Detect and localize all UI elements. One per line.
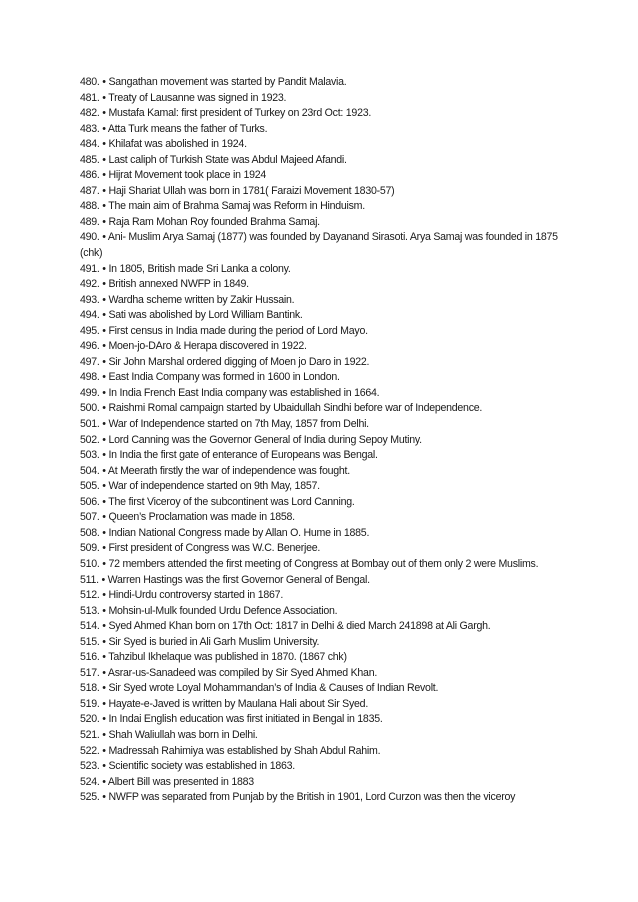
list-item: 501. • War of Independence started on 7th May, 1857 from Delhi. bbox=[80, 418, 369, 431]
list-item: 495. • First census in India made during the period of Lord Mayo. bbox=[80, 324, 368, 337]
list-item: 524. • Albert Bill was presented in 1883 bbox=[80, 775, 254, 788]
list-item: 494. • Sati was abolished by Lord William Bantink. bbox=[80, 309, 303, 322]
list-item: 496. • Moen-jo-DAro & Herapa discovered in 1922. bbox=[80, 340, 307, 353]
list-item: 491. • In 1805, British made Sri Lanka a colony. bbox=[80, 262, 291, 275]
list-item: 499. • In India French East India company was established in 1664. bbox=[80, 386, 380, 399]
list-item: 515. • Sir Syed is buried in Ali Garh Muslim University. bbox=[80, 635, 320, 648]
list-item: 520. • In Indai English education was first initiated in Bengal in 1835. bbox=[80, 713, 383, 726]
list-item: 485. • Last caliph of Turkish State was Abdul Majeed Afandi. bbox=[80, 153, 347, 166]
list-item: 506. • The first Viceroy of the subcontinent was Lord Canning. bbox=[80, 495, 355, 508]
list-item: 492. • British annexed NWFP in 1849. bbox=[80, 278, 249, 291]
list-item: 483. • Atta Turk means the father of Turks. bbox=[80, 122, 268, 135]
list-item: 503. • In India the first gate of enterance of Europeans was Bengal. bbox=[80, 449, 378, 462]
list-item: 516. • Tahzibul Ikhelaque was published in 1870. (1867 chk) bbox=[80, 651, 347, 664]
list-item: 514. • Syed Ahmed Khan born on 17th Oct: 1817 in Delhi & died March 241898 at Ali Gargh. bbox=[80, 620, 491, 633]
list-item: 512. • Hindi-Urdu controversy started in 1867. bbox=[80, 589, 284, 602]
list-item: 521. • Shah Waliullah was born in Delhi. bbox=[80, 728, 258, 741]
list-item: 523. • Scientific society was established in 1863. bbox=[80, 760, 295, 773]
list-item: 486. • Hijrat Movement took place in 1924 bbox=[80, 169, 267, 182]
list-item: 505. • War of independence started on 9th May, 1857. bbox=[80, 480, 320, 493]
list-item: 510. • 72 members attended the first meeting of Congress at Bombay out of them only 2 were Muslims. bbox=[80, 557, 539, 570]
document-body bbox=[80, 75, 560, 806]
list-item: 493. • Wardha scheme written by Zakir Hussain. bbox=[80, 293, 295, 306]
list-item: 482. • Mustafa Kamal: first president of Turkey on 23rd Oct: 1923. bbox=[80, 107, 372, 120]
list-item: 489. • Raja Ram Mohan Roy founded Brahma Samaj. bbox=[80, 215, 320, 228]
list-item: 490. • Ani- Muslim Arya Samaj (1877) was founded by Dayanand Sirasoti. Arya Samaj was founded in 1875 (chk) bbox=[80, 231, 558, 260]
list-item: 497. • Sir John Marshal ordered digging of Moen jo Daro in 1922. bbox=[80, 355, 370, 368]
list-item: 509. • First president of Congress was W.C. Benerjee. bbox=[80, 542, 321, 555]
list-item: 518. • Sir Syed wrote Loyal Mohammandan’s of India & Causes of Indian Revolt. bbox=[80, 682, 439, 695]
list-item: 517. • Asrar-us-Sanadeed was compiled by Sir Syed Ahmed Khan. bbox=[80, 666, 378, 679]
list-item: 519. • Hayate-e-Javed is written by Maulana Hali about Sir Syed. bbox=[80, 697, 369, 710]
list-item: 511. • Warren Hastings was the first Governor General of Bengal. bbox=[80, 573, 370, 586]
list-item: 525. • NWFP was separated from Punjab by the British in 1901, Lord Curzon was then the viceroy bbox=[80, 791, 516, 804]
list-item: 488. • The main aim of Brahma Samaj was Reform in Hinduism. bbox=[80, 200, 365, 213]
list-item: 498. • East India Company was formed in 1600 in London. bbox=[80, 371, 340, 384]
list-item: 513. • Mohsin-ul-Mulk founded Urdu Defence Association. bbox=[80, 604, 338, 617]
list-item: 508. • Indian National Congress made by Allan O. Hume in 1885. bbox=[80, 526, 370, 539]
list-item: 504. • At Meerath firstly the war of independence was fought. bbox=[80, 464, 350, 477]
list-item: 500. • Raishmi Romal campaign started by Ubaidullah Sindhi before war of Independence. bbox=[80, 402, 483, 415]
list-item: 502. • Lord Canning was the Governor General of India during Sepoy Mutiny. bbox=[80, 433, 422, 446]
list-item: 487. • Haji Shariat Ullah was born in 1781( Faraizi Movement 1830-57) bbox=[80, 184, 395, 197]
list-item: 484. • Khilafat was abolished in 1924. bbox=[80, 138, 247, 151]
list-item: 507. • Queen’s Proclamation was made in 1858. bbox=[80, 511, 295, 524]
list-item: 480. • Sangathan movement was started by Pandit Malavia. bbox=[80, 76, 347, 88]
list-item: 522. • Madressah Rahimiya was established by Shah Abdul Rahim. bbox=[80, 744, 381, 757]
list-item: 481. • Treaty of Lausanne was signed in 1923. bbox=[80, 91, 287, 104]
